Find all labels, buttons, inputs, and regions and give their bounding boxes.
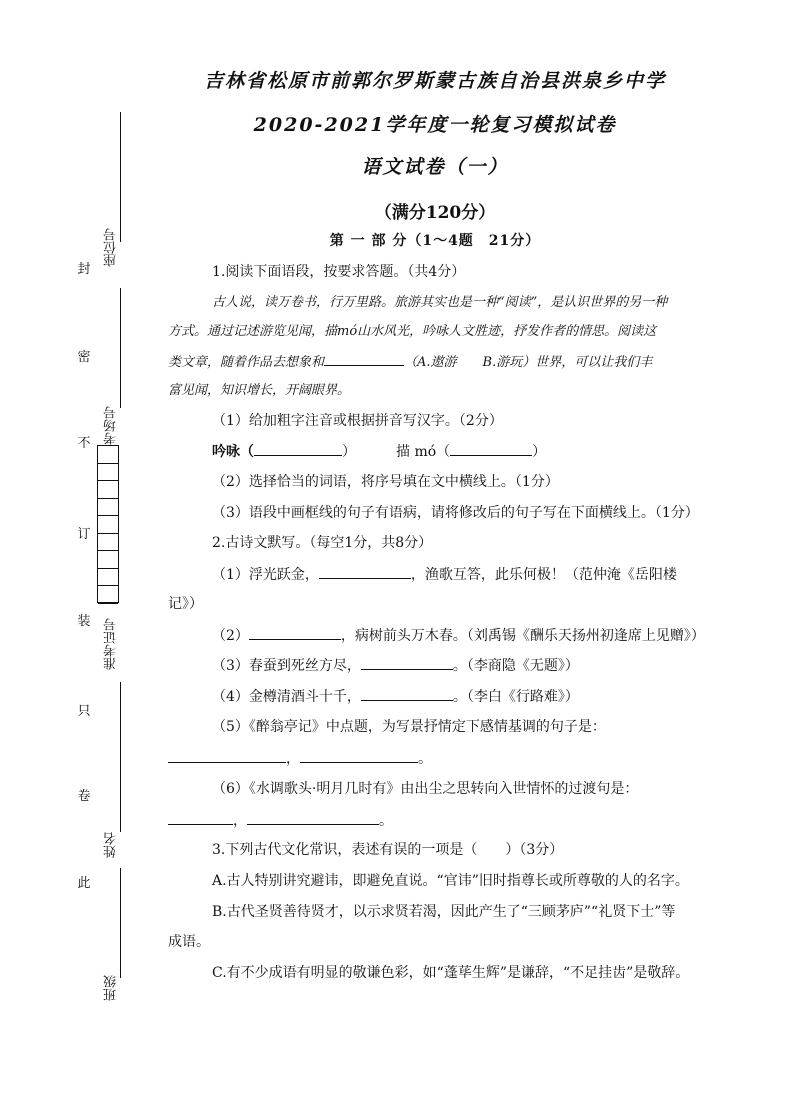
seal-char: 密 xyxy=(77,350,91,365)
q2-s4 xyxy=(212,686,702,707)
q1-sub1-b-label: 描 mó（ xyxy=(396,444,451,460)
name-label: 姓名 xyxy=(104,832,119,858)
seat-label: 座位号 xyxy=(104,228,119,267)
close-paren: ） xyxy=(342,444,356,460)
comma: ， xyxy=(233,813,247,829)
q2-s4-blank[interactable] xyxy=(361,686,453,701)
q1-pinyin-blank[interactable] xyxy=(254,441,342,456)
q1-sub1-answers xyxy=(212,441,702,462)
q1-sub1: （1）给加粗字注音或根据拼音写汉字。（2分） xyxy=(212,413,503,429)
q1-passage-text: （A.遨游 B.游玩）世界，可以让我们丰 xyxy=(404,355,653,370)
seal-char: 订 xyxy=(77,527,91,542)
q2-s6-blank-1[interactable] xyxy=(168,810,233,825)
seal-char: 封 xyxy=(77,262,91,277)
q2-s6-blank-2[interactable] xyxy=(247,810,379,825)
binding-line-4 xyxy=(120,868,121,978)
ticket-label: 准考证号 xyxy=(104,618,119,670)
q2-s3-blank[interactable] xyxy=(361,655,453,670)
q2-s4-text: （4）金樽清酒斗十千， xyxy=(212,689,361,705)
q1-sub2: （2）选择恰当的词语，将序号填在文中横线上。（1分） xyxy=(212,474,559,490)
class-label: 班级 xyxy=(104,975,119,1001)
q2-stem: 2.古诗文默写。（每空1分，共8分） xyxy=(212,535,433,551)
q3-option-a: A.古人特别讲究避讳，即避免直说。“官讳”旧时指尊长或所尊敬的人的名字。 xyxy=(212,873,689,889)
binding-line-3 xyxy=(120,682,121,832)
q1-hanzi-blank[interactable] xyxy=(450,441,532,456)
q2-s2-text: （2） xyxy=(212,628,249,644)
seal-char: 装 xyxy=(77,614,91,629)
exam-room-label: 考场号 xyxy=(104,406,119,445)
q2-s3-text: （3）春蚕到死丝方尽， xyxy=(212,658,361,674)
q1-passage-text: 类文章，随着作品去想象和 xyxy=(168,355,325,370)
q2-s5-blank-2[interactable] xyxy=(300,748,418,763)
comma: ， xyxy=(286,751,300,767)
school-title: 吉林省松原市前郭尔罗斯蒙古族自治县洪泉乡中学 xyxy=(203,70,666,92)
q2-s1 xyxy=(212,564,702,585)
q1-passage-line: 方式。通过记述游览见闻，描mó山水风光，吟咏人文胜迹，抒发作者的情思。阅读这 xyxy=(168,324,657,339)
seal-char: 卷 xyxy=(77,789,91,804)
q1-passage-line xyxy=(168,351,703,373)
seal-char: 不 xyxy=(77,436,91,451)
q2-s6: （6）《水调歌头·明月几时有》由出尘之思转向入世情怀的过渡句是： xyxy=(212,781,639,797)
seal-char: 此 xyxy=(77,876,91,891)
subject-title: 语文试卷（一） xyxy=(361,156,509,178)
q1-passage-line: 古人说，读万卷书，行万里路。旅游其实也是一种“阅读”，是认识世界的另一种 xyxy=(212,295,668,310)
q2-s6-answer xyxy=(168,810,703,831)
q3-option-b: B.古代圣贤善待贤才，以示求贤若渴，因此产生了“三顾茅庐”“礼贤下士”等 xyxy=(212,904,676,920)
q2-s1-tail: 记》） xyxy=(168,596,203,612)
q2-s5-answer xyxy=(168,748,703,769)
q2-s2-blank[interactable] xyxy=(249,625,341,640)
q2-s5: （5）《醉翁亭记》中点题，为写景抒情定下感情基调的句子是： xyxy=(212,719,606,735)
q3-option-c: C.有不少成语有明显的敬谦色彩，如“蓬荜生辉”是谦辞，“不足挂齿”是敬辞。 xyxy=(212,965,690,981)
q2-s4-text: 。（李白《行路难》） xyxy=(452,689,579,705)
period: 。 xyxy=(418,751,432,767)
close-paren: ） xyxy=(532,444,547,460)
q1-word-blank[interactable] xyxy=(324,351,404,366)
q1-sub3: （3）语段中画框线的句子有语病，请将修改后的句子写在下面横线上。（1分） xyxy=(212,505,699,521)
q2-s3 xyxy=(212,655,702,676)
ticket-number-grid xyxy=(97,445,119,603)
q2-s2 xyxy=(212,625,705,646)
q2-s1-blank[interactable] xyxy=(319,564,411,579)
q1-passage-line: 富见闻，知识增长，开阔眼界。 xyxy=(168,383,351,398)
part-one-heading: 第 一 部 分（1～4题 21分） xyxy=(329,233,541,249)
period: 。 xyxy=(379,813,393,829)
q2-s1-text: （1）浮光跃金， xyxy=(212,567,319,583)
year-title: 2020-2021学年度一轮复习模拟试卷 xyxy=(253,114,617,136)
q1-stem: 1.阅读下面语段，按要求答题。（共4分） xyxy=(212,264,466,280)
q2-s1-text: ，渔歌互答，此乐何极！（范仲淹《岳阳楼 xyxy=(410,567,677,583)
q3-stem: 3.下列古代文化常识，表述有误的一项是（ ）（3分） xyxy=(212,842,564,858)
q2-s2-text: ，病树前头万木春。（刘禹锡《酬乐天扬州初逢席上见赠》） xyxy=(340,628,705,644)
q2-s3-text: 。（李商隐《无题》） xyxy=(452,658,579,674)
q3-option-b-tail: 成语。 xyxy=(168,934,210,950)
binding-line-2 xyxy=(120,288,121,408)
q2-s5-blank-1[interactable] xyxy=(168,748,286,763)
full-score: （满分120分） xyxy=(374,203,496,223)
seal-char: 只 xyxy=(77,704,91,719)
q1-sub1-a-label: 吟咏（ xyxy=(212,444,254,460)
